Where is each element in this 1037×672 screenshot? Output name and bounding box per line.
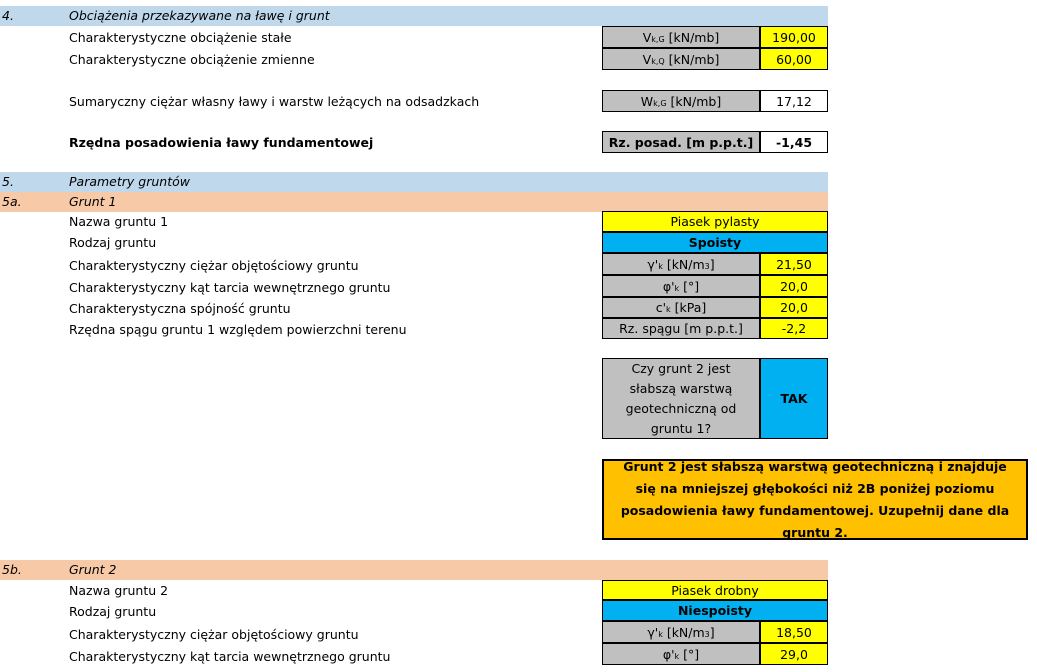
subsection-5a-header [0, 192, 828, 212]
symbol-unit: [°] [683, 646, 700, 662]
symbol-cell-wkg [602, 90, 760, 112]
section-title: Parametry gruntów [69, 174, 190, 189]
weaker-layer-notice: Grunt 2 jest słabszą warstwą geotechniczną i znajduje się na mniejszej głębokości niż 2B poniżej poziomu posadowienia ławy fundamentowej. Uzupełnij dane dla gruntu 2. [602, 459, 1028, 540]
symbol-cell-phi-k [602, 275, 760, 297]
soil1-friction-angle-input[interactable]: 20,0 [760, 275, 828, 297]
section-number: 5. [2, 174, 14, 189]
row-label-soil2-unit-weight: Charakterystyczny ciężar objętościowy gruntu [69, 627, 359, 642]
symbol-unit: [°] [683, 278, 700, 294]
subsection-title: Grunt 2 [69, 562, 117, 577]
symbol-cell-foundation-level: Rz. posad. [m p.p.t.] [602, 131, 760, 153]
symbol-cell-phi-k-2 [602, 643, 760, 665]
symbol-letter: V [642, 29, 652, 45]
symbol-unit-end: ] [709, 624, 715, 640]
soil2-name-input[interactable]: Piasek drobny [602, 580, 828, 600]
section-title: Obciążenia przekazywane na ławę i grunt [69, 8, 330, 23]
row-label-soil2-type: Rodzaj gruntu [69, 604, 157, 619]
soil2-type-select[interactable]: Niespoisty [602, 600, 828, 621]
symbol-letter: γ' [647, 256, 659, 272]
symbol-letter: φ' [662, 278, 675, 294]
symbol-cell-gamma-k [602, 253, 760, 275]
soil1-cohesion-input[interactable]: 20,0 [760, 297, 828, 318]
row-label-soil1-type: Rodzaj gruntu [69, 235, 157, 250]
symbol-subscript: k [674, 283, 680, 293]
symbol-cell-vkg [602, 26, 760, 48]
row-label-soil1-name: Nazwa gruntu 1 [69, 214, 169, 229]
subsection-number: 5b. [2, 562, 22, 577]
symbol-unit: [kN/m [666, 256, 705, 272]
soil1-bottom-level-input[interactable]: -2,2 [760, 318, 828, 339]
symbol-subscript: k [666, 305, 671, 314]
symbol-cell-vkq [602, 48, 760, 70]
soil1-name-input[interactable]: Piasek pylasty [602, 211, 828, 232]
soil1-type-select[interactable]: Spoisty [602, 232, 828, 253]
soil2-unit-weight-input[interactable]: 18,50 [760, 621, 828, 643]
symbol-cell-c-k [602, 297, 760, 318]
symbol-subscript: k [658, 261, 663, 271]
symbol-subscript: k [658, 629, 663, 639]
section-number: 4. [2, 8, 14, 23]
symbol-unit: [kN/mb] [668, 51, 720, 67]
weaker-layer-question: Czy grunt 2 jest słabszą warstwą geotechniczną od gruntu 1? [602, 358, 760, 439]
symbol-letter: V [642, 51, 652, 67]
weaker-layer-answer[interactable]: TAK [760, 358, 828, 439]
symbol-subscript: k [674, 651, 680, 661]
symbol-subscript: k,G [653, 98, 667, 108]
subsection-title: Grunt 1 [69, 194, 117, 209]
subsection-number: 5a. [2, 194, 22, 209]
symbol-unit: [kN/mb] [668, 29, 720, 45]
row-label-soil1-unit-weight: Charakterystyczny ciężar objętościowy gruntu [69, 258, 359, 273]
row-label-variable-load: Charakterystyczne obciążenie zmienne [69, 52, 315, 67]
symbol-subscript: k,G [651, 34, 665, 44]
row-label-soil2-name: Nazwa gruntu 2 [69, 583, 169, 598]
value-self-weight: 17,12 [760, 90, 828, 112]
soil1-unit-weight-input[interactable]: 21,50 [760, 253, 828, 275]
symbol-cell-bottom-level: Rz. spągu [m p.p.t.] [602, 318, 760, 339]
input-variable-load[interactable]: 60,00 [760, 48, 828, 70]
row-label-soil1-bottom-level: Rzędna spągu gruntu 1 względem powierzchni terenu [69, 322, 407, 337]
subsection-5b-header [0, 560, 828, 580]
section-4-header [0, 6, 828, 26]
row-label-soil1-friction-angle: Charakterystyczny kąt tarcia wewnętrznego gruntu [69, 280, 391, 295]
symbol-letter: γ' [647, 624, 659, 640]
soil2-friction-angle-input[interactable]: 29,0 [760, 643, 828, 665]
row-label-soil2-friction-angle: Charakterystyczny kąt tarcia wewnętrznego gruntu [69, 649, 391, 664]
symbol-unit: [kN/m [666, 624, 705, 640]
symbol-letter: φ' [662, 646, 675, 662]
symbol-subscript: k,Q [651, 56, 665, 66]
section-5-header [0, 172, 828, 192]
input-permanent-load[interactable]: 190,00 [760, 26, 828, 48]
symbol-unit: [kPa] [674, 300, 707, 315]
row-label-soil1-cohesion: Charakterystyczna spójność gruntu [69, 301, 291, 316]
symbol-letter: c' [655, 300, 667, 315]
value-foundation-level: -1,45 [760, 131, 828, 153]
row-label-foundation-level: Rzędna posadowienia ławy fundamentowej [69, 135, 374, 150]
symbol-superscript: 3 [704, 629, 710, 639]
symbol-letter: W [640, 93, 654, 109]
row-label-self-weight: Sumaryczny ciężar własny ławy i warstw leżących na odsadzkach [69, 94, 480, 109]
symbol-cell-gamma-k-2 [602, 621, 760, 643]
symbol-superscript: 3 [704, 261, 710, 271]
symbol-unit: [kN/mb] [670, 93, 722, 109]
row-label-permanent-load: Charakterystyczne obciążenie stałe [69, 30, 292, 45]
symbol-unit-end: ] [709, 256, 715, 272]
